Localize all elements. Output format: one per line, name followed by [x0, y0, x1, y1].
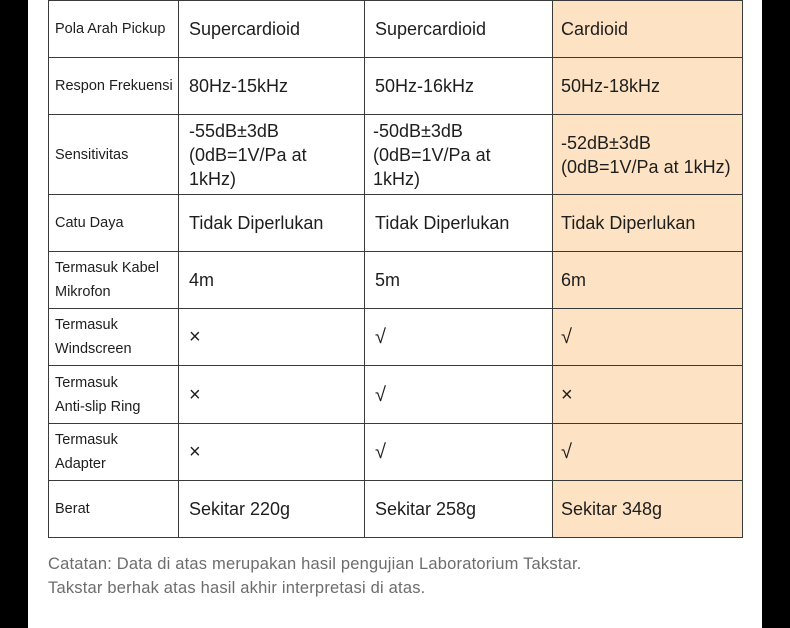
cell-model-2	[365, 115, 553, 195]
check-mark: √	[375, 441, 386, 463]
sensitivity-value: -52dB±3dB	[561, 132, 651, 153]
cross-mark: ×	[189, 326, 201, 348]
cell-model-3: Cardioid	[553, 1, 743, 58]
cell-model-1: Supercardioid	[179, 1, 365, 58]
cell-model-1	[179, 366, 365, 424]
spec-comparison-table	[48, 0, 743, 538]
cell-model-3: Tidak Diperlukan	[553, 195, 743, 252]
row-label	[49, 309, 179, 366]
cell-model-1: Tidak Diperlukan	[179, 195, 365, 252]
cell-model-1: Sekitar 220g	[179, 481, 365, 538]
cell-model-2	[365, 366, 553, 424]
row-frequency-response	[49, 58, 743, 115]
check-mark: √	[375, 383, 386, 406]
cross-mark: ×	[189, 383, 201, 406]
cell-model-1: 4m	[179, 252, 365, 309]
cell-model-2: Sekitar 258g	[365, 481, 553, 538]
row-label-line: Termasuk	[55, 317, 118, 333]
cell-model-2: Tidak Diperlukan	[365, 195, 553, 252]
cell-model-2	[365, 309, 553, 366]
sensitivity-reference: (0dB=1V/Pa at 1kHz)	[561, 156, 731, 177]
cell-model-3	[553, 366, 743, 424]
check-mark: √	[375, 326, 386, 348]
row-weight	[49, 481, 743, 538]
row-includes-adapter	[49, 424, 743, 481]
row-sensitivity	[49, 115, 743, 195]
row-includes-cable	[49, 252, 743, 309]
row-label-line: Windscreen	[55, 341, 132, 357]
cell-model-1	[179, 309, 365, 366]
row-pickup-pattern	[49, 1, 743, 58]
row-label-line: Termasuk	[55, 432, 118, 448]
row-label: Berat	[49, 481, 179, 538]
row-label	[49, 424, 179, 481]
row-label	[49, 366, 179, 424]
cell-model-2: 50Hz-16kHz	[365, 58, 553, 115]
check-mark: √	[561, 441, 572, 463]
spec-sheet-page	[28, 0, 762, 628]
row-includes-anti-slip-ring	[49, 366, 743, 424]
row-includes-windscreen	[49, 309, 743, 366]
cell-model-3	[553, 115, 743, 195]
sensitivity-reference: (0dB=1V/Pa at 1kHz)	[373, 144, 491, 189]
row-label: Respon Frekuensi	[49, 58, 179, 115]
footnote-line-2: Takstar berhak atas hasil akhir interpretasi di atas.	[48, 579, 426, 597]
cell-model-1	[179, 424, 365, 481]
cell-model-2	[365, 424, 553, 481]
sensitivity-value: -55dB±3dB	[189, 120, 279, 141]
cell-model-3	[553, 309, 743, 366]
row-label: Catu Daya	[49, 195, 179, 252]
cell-model-3	[553, 424, 743, 481]
row-label: Sensitivitas	[49, 115, 179, 195]
cell-model-3: 50Hz-18kHz	[553, 58, 743, 115]
check-mark: √	[561, 326, 572, 348]
sensitivity-value: -50dB±3dB	[373, 120, 463, 141]
cell-model-1: 80Hz-15kHz	[179, 58, 365, 115]
footnote	[48, 552, 582, 600]
footnote-line-1: Catatan: Data di atas merupakan hasil pengujian Laboratorium Takstar.	[48, 555, 582, 573]
row-label	[49, 252, 179, 309]
cell-model-3: 6m	[553, 252, 743, 309]
row-label-line: Termasuk Kabel	[55, 260, 159, 276]
cell-model-2: Supercardioid	[365, 1, 553, 58]
row-label-line: Termasuk	[55, 374, 118, 391]
row-label-line: Adapter	[55, 456, 106, 472]
cell-model-3: Sekitar 348g	[553, 481, 743, 538]
cross-mark: ×	[561, 383, 573, 406]
cell-model-1	[179, 115, 365, 195]
sensitivity-reference: (0dB=1V/Pa at 1kHz)	[189, 144, 307, 189]
row-label-line: Mikrofon	[55, 284, 111, 300]
cross-mark: ×	[189, 441, 201, 463]
row-power-supply	[49, 195, 743, 252]
row-label: Pola Arah Pickup	[49, 1, 179, 58]
cell-model-2: 5m	[365, 252, 553, 309]
row-label-line: Anti-slip Ring	[55, 398, 141, 415]
